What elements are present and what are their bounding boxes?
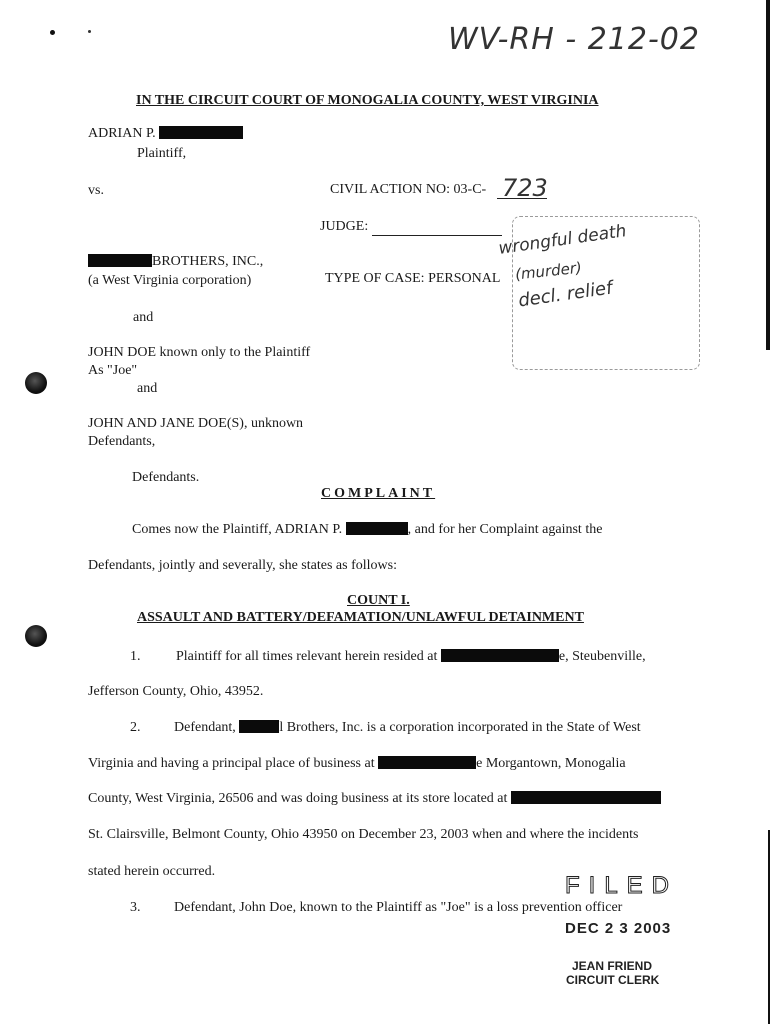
p2-line2-part2: e Morgantown, Monogalia bbox=[476, 756, 626, 771]
paragraph-1-line1 bbox=[176, 649, 646, 665]
judge-label: JUDGE: bbox=[320, 219, 369, 234]
p2-line3-text: County, West Virginia, 26506 and was doing business at its store located at bbox=[88, 791, 508, 806]
scan-speck bbox=[50, 30, 55, 35]
filed-stamp-date: DEC 2 3 2003 bbox=[565, 920, 672, 937]
filed-stamp-clerk-name: JEAN FRIEND bbox=[572, 959, 653, 973]
punch-hole bbox=[25, 372, 47, 394]
paragraph-1-line2: Jefferson County, Ohio, 43952. bbox=[88, 684, 264, 699]
redaction-bar bbox=[378, 756, 476, 769]
paragraph-3-number: 3. bbox=[130, 900, 141, 915]
handwritten-note-line3: decl. relief bbox=[516, 277, 614, 312]
p2-text-part1: Defendant, bbox=[174, 720, 236, 735]
does-line1: JOHN AND JANE DOE(S), unknown bbox=[88, 416, 304, 431]
p1-text-part2: e, Steubenville, bbox=[558, 649, 646, 664]
redaction-bar bbox=[346, 522, 408, 535]
redaction-bar bbox=[239, 720, 279, 733]
type-of-case-label: TYPE OF CASE: PERSONAL bbox=[325, 271, 501, 286]
intro-text-part1: Comes now the Plaintiff, ADRIAN P. bbox=[132, 522, 343, 537]
p2-text-part2: l Brothers, Inc. is a corporation incorporated in the State of West bbox=[279, 720, 641, 735]
plaintiff-name-line bbox=[88, 126, 243, 142]
complaint-title: COMPLAINT bbox=[321, 486, 436, 501]
court-title: IN THE CIRCUIT COURT OF MONOGALIA COUNTY, WEST VIRGINIA bbox=[136, 93, 599, 108]
punch-hole bbox=[25, 625, 47, 647]
defendant-company-desc: (a West Virginia corporation) bbox=[88, 273, 252, 288]
judge-line bbox=[320, 219, 368, 235]
scan-speck bbox=[88, 30, 91, 33]
handwritten-case-number: 723 bbox=[502, 174, 548, 202]
judge-underline bbox=[372, 235, 502, 236]
paragraph-2-line5: stated herein occurred. bbox=[88, 864, 216, 879]
count-title: COUNT I. bbox=[347, 593, 410, 608]
page-edge-shadow bbox=[766, 0, 770, 350]
civil-action-label: CIVIL ACTION NO: 03-C- bbox=[330, 182, 487, 197]
defendant-company-line bbox=[88, 254, 263, 270]
handwritten-document-code: WV-RH - 212-02 bbox=[448, 22, 700, 57]
and-connector-2: and bbox=[137, 381, 158, 396]
complaint-intro-line1 bbox=[132, 522, 602, 538]
handwritten-note-line2: (murder) bbox=[514, 258, 583, 284]
case-number-underline bbox=[497, 198, 547, 199]
p2-line2-part1: Virginia and having a principal place of business at bbox=[88, 756, 375, 771]
paragraph-2-line4: St. Clairsville, Belmont County, Ohio 43950 on December 23, 2003 when and where the incidents bbox=[88, 827, 639, 842]
and-connector-1: and bbox=[133, 310, 154, 325]
paragraph-3-line1: Defendant, John Doe, known to the Plaintiff as "Joe" is a loss prevention officer bbox=[174, 900, 623, 915]
paragraph-2-line3 bbox=[88, 791, 661, 807]
john-doe-line1: JOHN DOE known only to the Plaintiff bbox=[88, 345, 311, 360]
does-line2: Defendants, bbox=[88, 434, 156, 449]
filed-stamp-clerk-title: CIRCUIT CLERK bbox=[566, 973, 660, 987]
redaction-bar bbox=[441, 649, 559, 662]
civil-action-line bbox=[330, 182, 486, 198]
filed-stamp-title: FILED bbox=[565, 872, 679, 899]
john-doe-line2: As "Joe" bbox=[88, 363, 138, 378]
p1-text-part1: Plaintiff for all times relevant herein resided at bbox=[176, 649, 438, 664]
handwritten-note-line1: wrongful death bbox=[497, 221, 628, 259]
redaction-bar bbox=[159, 126, 243, 139]
complaint-intro-line2: Defendants, jointly and severally, she states as follows: bbox=[88, 558, 397, 573]
paragraph-1-number: 1. bbox=[130, 649, 141, 664]
defendants-label: Defendants. bbox=[132, 470, 200, 485]
versus-label: vs. bbox=[88, 183, 104, 198]
redaction-bar bbox=[511, 791, 661, 804]
defendant-company: BROTHERS, INC., bbox=[152, 254, 264, 269]
count-subtitle: ASSAULT AND BATTERY/DEFAMATION/UNLAWFUL DETAINMENT bbox=[137, 610, 584, 625]
plaintiff-name: ADRIAN P. bbox=[88, 126, 156, 141]
redaction-bar bbox=[88, 254, 152, 267]
plaintiff-role: Plaintiff, bbox=[137, 146, 187, 161]
paragraph-2-number: 2. bbox=[130, 720, 141, 735]
paragraph-2-line2 bbox=[88, 756, 626, 772]
paragraph-2-line1 bbox=[174, 720, 641, 736]
intro-text-part2: , and for her Complaint against the bbox=[407, 522, 603, 537]
